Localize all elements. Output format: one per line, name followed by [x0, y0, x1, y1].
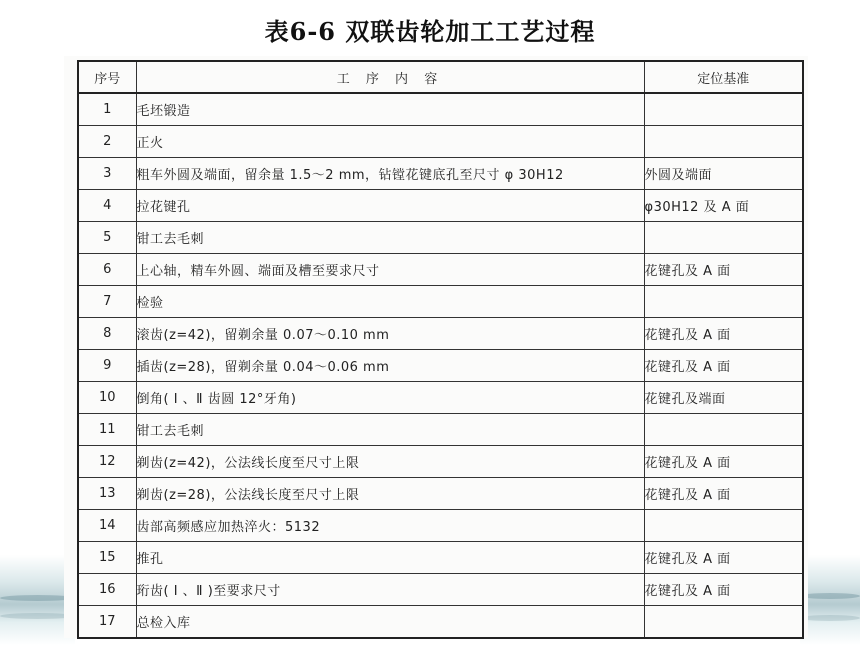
row-seq: 1	[78, 93, 136, 126]
row-seq: 5	[78, 222, 136, 254]
row-seq: 3	[78, 158, 136, 190]
row-seq: 8	[78, 318, 136, 350]
row-content: 毛坯锻造	[136, 93, 644, 126]
row-seq: 6	[78, 254, 136, 286]
row-seq: 4	[78, 190, 136, 222]
row-content: 钳工去毛刺	[136, 222, 644, 254]
row-seq: 15	[78, 542, 136, 574]
row-content: 倒角( Ⅰ 、Ⅱ 齿圆 12°牙角)	[136, 382, 644, 414]
row-seq: 17	[78, 606, 136, 639]
process-table	[77, 60, 804, 639]
row-seq: 16	[78, 574, 136, 606]
table-row	[78, 382, 803, 414]
row-content: 珩齿( Ⅰ 、Ⅱ )至要求尺寸	[136, 574, 644, 606]
row-datum	[644, 414, 803, 446]
row-seq: 11	[78, 414, 136, 446]
row-seq: 14	[78, 510, 136, 542]
table-row	[78, 318, 803, 350]
row-datum	[644, 510, 803, 542]
row-content: 总检入库	[136, 606, 644, 639]
row-datum: 花键孔及 A 面	[644, 350, 803, 382]
table-row	[78, 254, 803, 286]
row-datum	[644, 93, 803, 126]
header-seq: 序号	[78, 61, 136, 93]
row-datum: 外圆及端面	[644, 158, 803, 190]
row-content: 插齿(z=28)，留剃余量 0.04～0.06 mm	[136, 350, 644, 382]
row-datum	[644, 222, 803, 254]
table-row	[78, 158, 803, 190]
row-seq: 7	[78, 286, 136, 318]
row-datum	[644, 286, 803, 318]
row-datum: 花键孔及 A 面	[644, 478, 803, 510]
table-header-row	[78, 61, 803, 93]
table-row	[78, 574, 803, 606]
table-row	[78, 510, 803, 542]
table-row	[78, 93, 803, 126]
landscape-decoration-right	[800, 555, 860, 645]
scanned-table-sheet	[64, 56, 808, 638]
row-content: 粗车外圆及端面，留余量 1.5～2 mm，钻镗花键底孔至尺寸 φ 30H12	[136, 158, 644, 190]
row-seq: 12	[78, 446, 136, 478]
table-row	[78, 542, 803, 574]
row-content: 拉花键孔	[136, 190, 644, 222]
row-content: 上心轴，精车外圆、端面及槽至要求尺寸	[136, 254, 644, 286]
table-row	[78, 190, 803, 222]
row-datum: 花键孔及 A 面	[644, 542, 803, 574]
row-seq: 2	[78, 126, 136, 158]
row-seq: 10	[78, 382, 136, 414]
row-datum: 花键孔及 A 面	[644, 446, 803, 478]
row-content: 齿部高频感应加热淬火：5132	[136, 510, 644, 542]
row-datum: 花键孔及 A 面	[644, 254, 803, 286]
row-datum	[644, 606, 803, 639]
table-row	[78, 478, 803, 510]
row-datum: 花键孔及端面	[644, 382, 803, 414]
header-datum: 定位基准	[644, 61, 803, 93]
table-row	[78, 222, 803, 254]
row-content: 推孔	[136, 542, 644, 574]
row-datum: 花键孔及 A 面	[644, 574, 803, 606]
row-seq: 13	[78, 478, 136, 510]
table-row	[78, 446, 803, 478]
row-content: 检验	[136, 286, 644, 318]
row-datum: 花键孔及 A 面	[644, 318, 803, 350]
table-row	[78, 286, 803, 318]
row-content: 正火	[136, 126, 644, 158]
table-row	[78, 414, 803, 446]
row-content: 滚齿(z=42)，留剃余量 0.07～0.10 mm	[136, 318, 644, 350]
row-content: 剃齿(z=28)，公法线长度至尺寸上限	[136, 478, 644, 510]
page-title: 表6-6 双联齿轮加工工艺过程	[264, 17, 596, 46]
row-content: 剃齿(z=42)，公法线长度至尺寸上限	[136, 446, 644, 478]
table-row	[78, 350, 803, 382]
header-content: 工 序 内 容	[136, 61, 644, 93]
row-datum: φ30H12 及 A 面	[644, 190, 803, 222]
table-row	[78, 126, 803, 158]
row-seq: 9	[78, 350, 136, 382]
row-datum	[644, 126, 803, 158]
row-content: 钳工去毛刺	[136, 414, 644, 446]
table-row	[78, 606, 803, 639]
